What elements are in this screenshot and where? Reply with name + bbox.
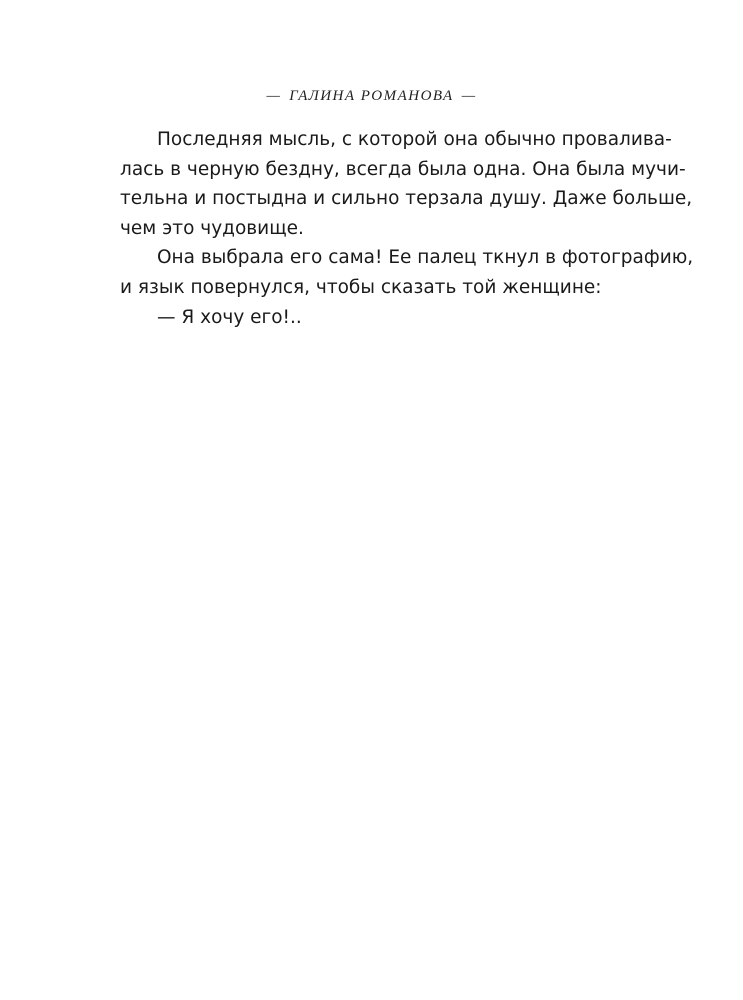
header-author-name: ГАЛИНА РОМАНОВА	[289, 88, 454, 104]
header-dash-right: —	[461, 88, 477, 104]
paragraph-2	[120, 243, 694, 302]
dialogue-line: — Я хочу его!..	[157, 306, 302, 328]
text-line: Последняя мысль, с которой она обычно проваливa-	[157, 129, 672, 150]
body-text	[120, 125, 694, 332]
header-dash-left: —	[266, 88, 282, 104]
text-line: чем это чудовище.	[120, 217, 304, 239]
text-line: Она выбрала его сама! Ее палец ткнул в фотографию,	[157, 247, 694, 269]
text-line: лась в черную бездну, всегда была одна. Она была мучи-	[120, 158, 686, 180]
paragraph-3	[120, 303, 660, 333]
text-line: и язык повернулся, чтобы сказать той женщине:	[120, 276, 602, 298]
text-line: тельна и постыдна и сильно терзала душу. Даже больше,	[120, 188, 693, 210]
paragraph-1	[120, 125, 693, 243]
running-head	[0, 88, 743, 105]
